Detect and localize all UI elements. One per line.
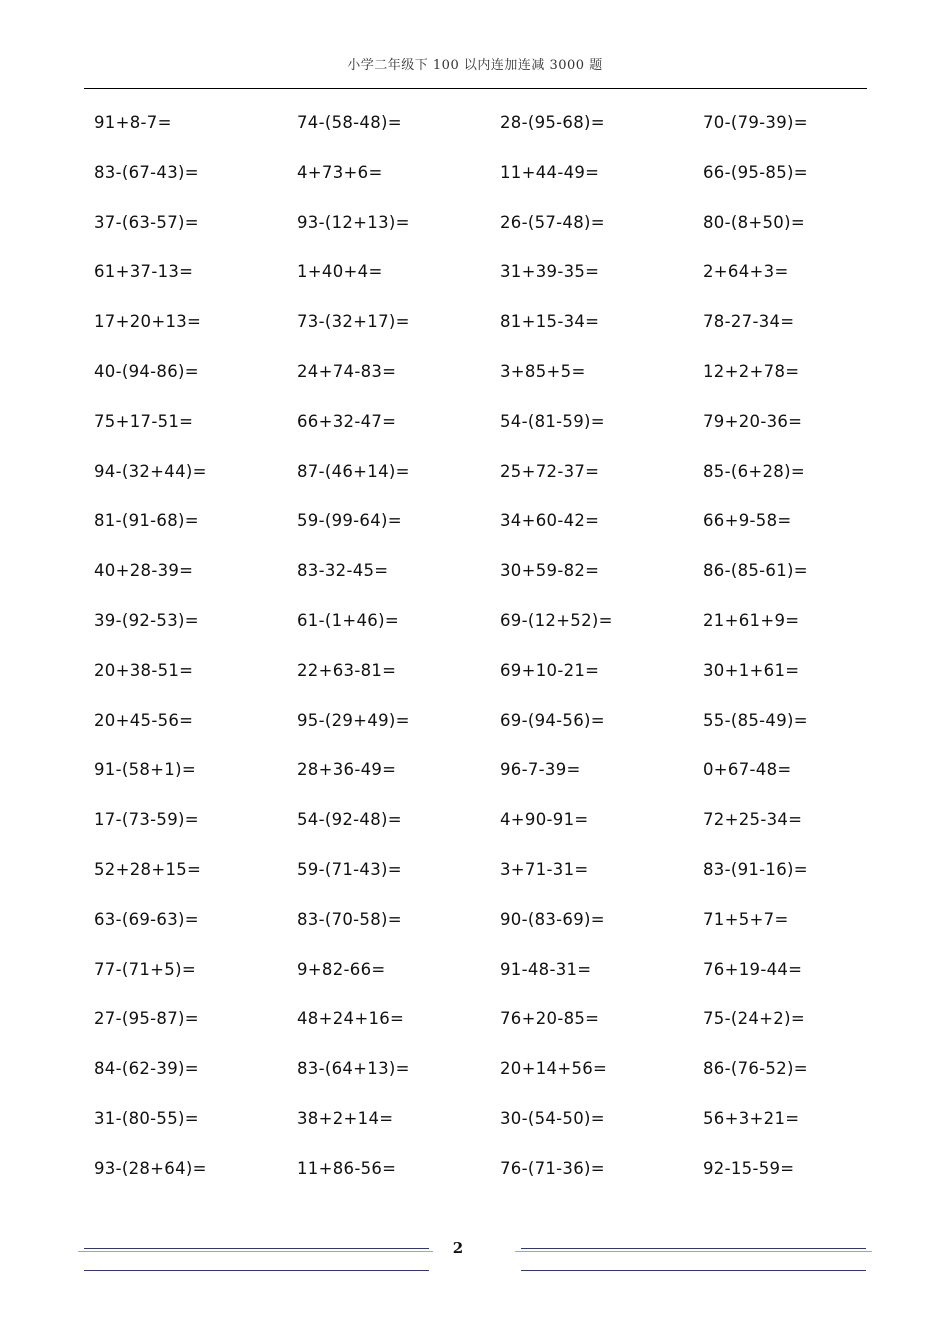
math-problem: 26-(57-48)= bbox=[500, 212, 605, 232]
math-problem: 71+5+7= bbox=[703, 909, 789, 929]
math-problem: 74-(58-48)= bbox=[297, 113, 402, 132]
math-problem: 66-(95-85)= bbox=[703, 162, 808, 182]
math-problem: 17-(73-59)= bbox=[94, 810, 199, 830]
math-problem: 91-(58+1)= bbox=[94, 760, 196, 780]
math-problem: 83-(67-43)= bbox=[94, 162, 199, 182]
math-problem: 2+64+3= bbox=[703, 262, 789, 282]
math-problem: 94-(32+44)= bbox=[94, 461, 207, 481]
math-problem: 31-(80-55)= bbox=[94, 1108, 199, 1128]
math-problem: 37-(63-57)= bbox=[94, 212, 199, 232]
footer-underline-left bbox=[84, 1270, 429, 1271]
math-problem: 59-(99-64)= bbox=[297, 511, 402, 531]
math-problem: 61-(1+46)= bbox=[297, 610, 399, 630]
problem-grid bbox=[94, 110, 906, 1206]
footer-rule-left bbox=[84, 1248, 429, 1249]
math-problem: 73-(32+17)= bbox=[297, 312, 410, 332]
math-problem: 91+8-7= bbox=[94, 113, 172, 132]
math-problem: 59-(71-43)= bbox=[297, 859, 402, 879]
math-problem: 20+14+56= bbox=[500, 1059, 608, 1079]
math-problem: 96-7-39= bbox=[500, 760, 581, 780]
math-problem: 9+82-66= bbox=[297, 959, 386, 979]
math-problem: 81+15-34= bbox=[500, 312, 600, 332]
math-problem: 85-(6+28)= bbox=[703, 461, 805, 481]
page-header-title: 小学二年级下 100 以内连加连减 3000 题 bbox=[347, 58, 603, 73]
math-problem: 40-(94-86)= bbox=[94, 361, 199, 381]
math-problem: 54-(81-59)= bbox=[500, 411, 605, 431]
math-problem: 66+32-47= bbox=[297, 411, 397, 431]
math-problem: 95-(29+49)= bbox=[297, 710, 410, 730]
math-problem: 28-(95-68)= bbox=[500, 113, 605, 132]
math-problem: 76-(71-36)= bbox=[500, 1158, 605, 1178]
math-problem: 70-(79-39)= bbox=[703, 113, 808, 132]
math-problem: 31+39-35= bbox=[500, 262, 600, 282]
math-problem: 25+72-37= bbox=[500, 461, 600, 481]
math-problem: 30-(54-50)= bbox=[500, 1108, 605, 1128]
math-problem: 80-(8+50)= bbox=[703, 212, 805, 232]
footer-rule-left-light bbox=[78, 1251, 433, 1252]
footer-rule-right-light bbox=[515, 1251, 872, 1252]
math-problem: 20+45-56= bbox=[94, 710, 194, 730]
math-problem: 92-15-59= bbox=[703, 1158, 795, 1178]
math-problem: 17+20+13= bbox=[94, 312, 202, 332]
math-problem: 55-(85-49)= bbox=[703, 710, 808, 730]
math-problem: 4+90-91= bbox=[500, 810, 589, 830]
math-problem: 54-(92-48)= bbox=[297, 810, 402, 830]
math-problem: 81-(91-68)= bbox=[94, 511, 199, 531]
header-divider bbox=[84, 88, 867, 89]
math-problem: 87-(46+14)= bbox=[297, 461, 410, 481]
math-problem: 39-(92-53)= bbox=[94, 610, 199, 630]
math-problem: 66+9-58= bbox=[703, 511, 792, 531]
math-problem: 86-(85-61)= bbox=[703, 561, 808, 581]
math-problem: 83-(70-58)= bbox=[297, 909, 402, 929]
footer-rule-right bbox=[521, 1248, 866, 1249]
math-problem: 12+2+78= bbox=[703, 361, 800, 381]
math-problem: 4+73+6= bbox=[297, 162, 383, 182]
math-problem: 61+37-13= bbox=[94, 262, 194, 282]
math-problem: 56+3+21= bbox=[703, 1108, 800, 1128]
math-problem: 27-(95-87)= bbox=[94, 1009, 199, 1029]
math-problem: 40+28-39= bbox=[94, 561, 194, 581]
math-problem: 75+17-51= bbox=[94, 411, 194, 431]
footer-underline-right bbox=[521, 1270, 866, 1271]
math-problem: 91-48-31= bbox=[500, 959, 592, 979]
math-problem: 24+74-83= bbox=[297, 361, 397, 381]
math-problem: 11+86-56= bbox=[297, 1158, 397, 1178]
math-problem: 52+28+15= bbox=[94, 859, 202, 879]
math-problem: 93-(12+13)= bbox=[297, 212, 410, 232]
math-problem: 83-32-45= bbox=[297, 561, 389, 581]
math-problem: 83-(64+13)= bbox=[297, 1059, 410, 1079]
math-problem: 83-(91-16)= bbox=[703, 859, 808, 879]
math-problem: 75-(24+2)= bbox=[703, 1009, 805, 1029]
math-problem: 69-(12+52)= bbox=[500, 610, 613, 630]
math-problem: 69-(94-56)= bbox=[500, 710, 605, 730]
math-problem: 21+61+9= bbox=[703, 610, 800, 630]
math-problem: 3+85+5= bbox=[500, 361, 586, 381]
math-problem: 79+20-36= bbox=[703, 411, 803, 431]
math-problem: 76+19-44= bbox=[703, 959, 803, 979]
math-problem: 1+40+4= bbox=[297, 262, 383, 282]
math-problem: 3+71-31= bbox=[500, 859, 589, 879]
page-number: 2 bbox=[452, 1239, 464, 1257]
math-problem: 30+1+61= bbox=[703, 660, 800, 680]
math-problem: 78-27-34= bbox=[703, 312, 795, 332]
math-problem: 28+36-49= bbox=[297, 760, 397, 780]
math-problem: 48+24+16= bbox=[297, 1009, 405, 1029]
math-problem: 69+10-21= bbox=[500, 660, 600, 680]
math-problem: 63-(69-63)= bbox=[94, 909, 199, 929]
math-problem: 38+2+14= bbox=[297, 1108, 394, 1128]
math-problem: 30+59-82= bbox=[500, 561, 600, 581]
math-problem: 93-(28+64)= bbox=[94, 1158, 207, 1178]
math-problem: 77-(71+5)= bbox=[94, 959, 196, 979]
math-problem: 86-(76-52)= bbox=[703, 1059, 808, 1079]
math-problem: 22+63-81= bbox=[297, 660, 397, 680]
math-problem: 72+25-34= bbox=[703, 810, 803, 830]
math-problem: 11+44-49= bbox=[500, 162, 600, 182]
math-problem: 0+67-48= bbox=[703, 760, 792, 780]
math-problem: 90-(83-69)= bbox=[500, 909, 605, 929]
math-problem: 34+60-42= bbox=[500, 511, 600, 531]
math-problem: 84-(62-39)= bbox=[94, 1059, 199, 1079]
math-problem: 20+38-51= bbox=[94, 660, 194, 680]
math-problem: 76+20-85= bbox=[500, 1009, 600, 1029]
